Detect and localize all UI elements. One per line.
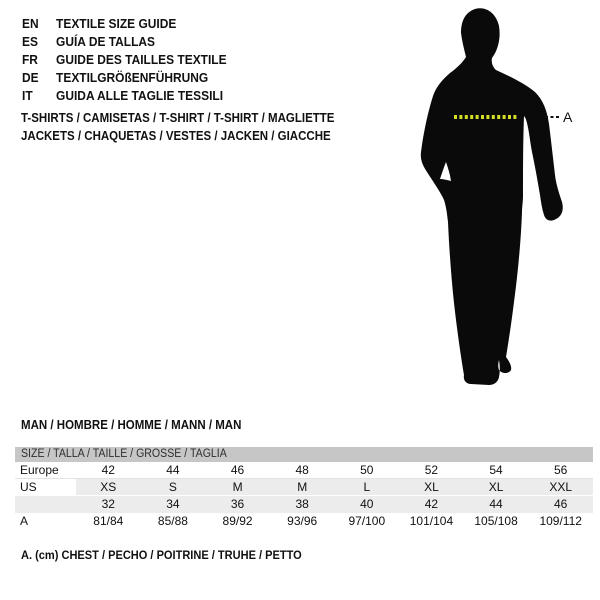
- size-cell: L: [335, 479, 400, 495]
- size-cell: 105/108: [474, 514, 518, 528]
- size-cell: XL: [464, 479, 529, 495]
- lang-code: FR: [22, 52, 38, 67]
- table-row-numeric: [15, 496, 593, 513]
- figure-area: [403, 5, 575, 397]
- lang-code: ES: [22, 34, 38, 49]
- size-table-header-label: SIZE / TALLA / TAILLE / GRÖSSE / TAGLIA: [21, 448, 227, 460]
- size-cell: XL: [399, 479, 464, 495]
- size-cell: 48: [295, 463, 309, 477]
- row-label: [15, 496, 76, 513]
- size-cell: 42: [399, 496, 464, 513]
- size-cell: M: [270, 479, 335, 495]
- size-cell: 54: [489, 463, 503, 477]
- size-cell: 46: [230, 463, 245, 477]
- footnote-chest: A. (cm) CHEST / PECHO / POITRINE / TRUHE / PETTO: [21, 548, 302, 562]
- size-table: [15, 447, 593, 530]
- category-line-tshirts: T-SHIRTS / CAMISETAS / T-SHIRT / T-SHIRT / MAGLIETTE: [21, 111, 335, 125]
- size-cell: 97/100: [348, 514, 386, 528]
- row-label: Europe: [20, 463, 59, 477]
- lang-code: EN: [22, 16, 39, 31]
- lang-title: TEXTILE SIZE GUIDE: [56, 16, 177, 31]
- size-cell: 44: [166, 463, 180, 477]
- language-guide: [22, 15, 227, 105]
- table-row-chest-cm: [15, 513, 593, 530]
- size-cell: XXL: [528, 479, 593, 495]
- row-label: A: [20, 514, 29, 528]
- size-cell: 32: [76, 496, 141, 513]
- chest-marker-label: A: [563, 109, 573, 125]
- category-lines: [21, 109, 334, 145]
- size-cell: 56: [554, 463, 568, 477]
- size-cell: S: [141, 479, 206, 495]
- category-line-jackets: JACKETS / CHAQUETAS / VESTES / JACKEN / GIACCHE: [21, 129, 331, 143]
- lang-code: IT: [22, 88, 33, 103]
- lang-title: GUIDA ALLE TAGLIE TESSILI: [56, 88, 224, 103]
- row-label: US: [20, 480, 37, 494]
- size-cell: 81/84: [93, 514, 124, 528]
- size-cell: 85/88: [157, 514, 188, 528]
- size-cell: 34: [141, 496, 206, 513]
- size-cell: 38: [270, 496, 335, 513]
- size-cell: 36: [205, 496, 270, 513]
- lang-title: GUIDE DES TAILLES TEXTILE: [56, 52, 227, 67]
- man-silhouette-svg: [403, 5, 575, 397]
- lang-title: GUÍA DE TALLAS: [56, 34, 156, 49]
- size-cell: 93/96: [287, 514, 318, 528]
- size-cell: 40: [335, 496, 400, 513]
- table-row-europe: [15, 462, 593, 479]
- lang-code: DE: [22, 70, 39, 85]
- section-title-man: MAN / HOMBRE / HOMME / MANN / MAN: [21, 418, 242, 432]
- size-cell: 44: [464, 496, 529, 513]
- size-table-header: [15, 447, 593, 462]
- table-row-us: [15, 479, 593, 496]
- size-cell: 42: [101, 463, 115, 477]
- size-cell: 52: [424, 463, 439, 477]
- size-cell: XS: [76, 479, 141, 495]
- size-cell: 89/92: [222, 514, 253, 528]
- man-silhouette: [421, 8, 563, 385]
- size-cell: M: [205, 479, 270, 495]
- size-cell: 50: [360, 463, 374, 477]
- size-cell: 46: [528, 496, 593, 513]
- size-cell: 109/112: [539, 514, 582, 528]
- size-cell: 101/104: [409, 514, 454, 528]
- lang-title: TEXTILGRÖßENFÜHRUNG: [56, 70, 209, 85]
